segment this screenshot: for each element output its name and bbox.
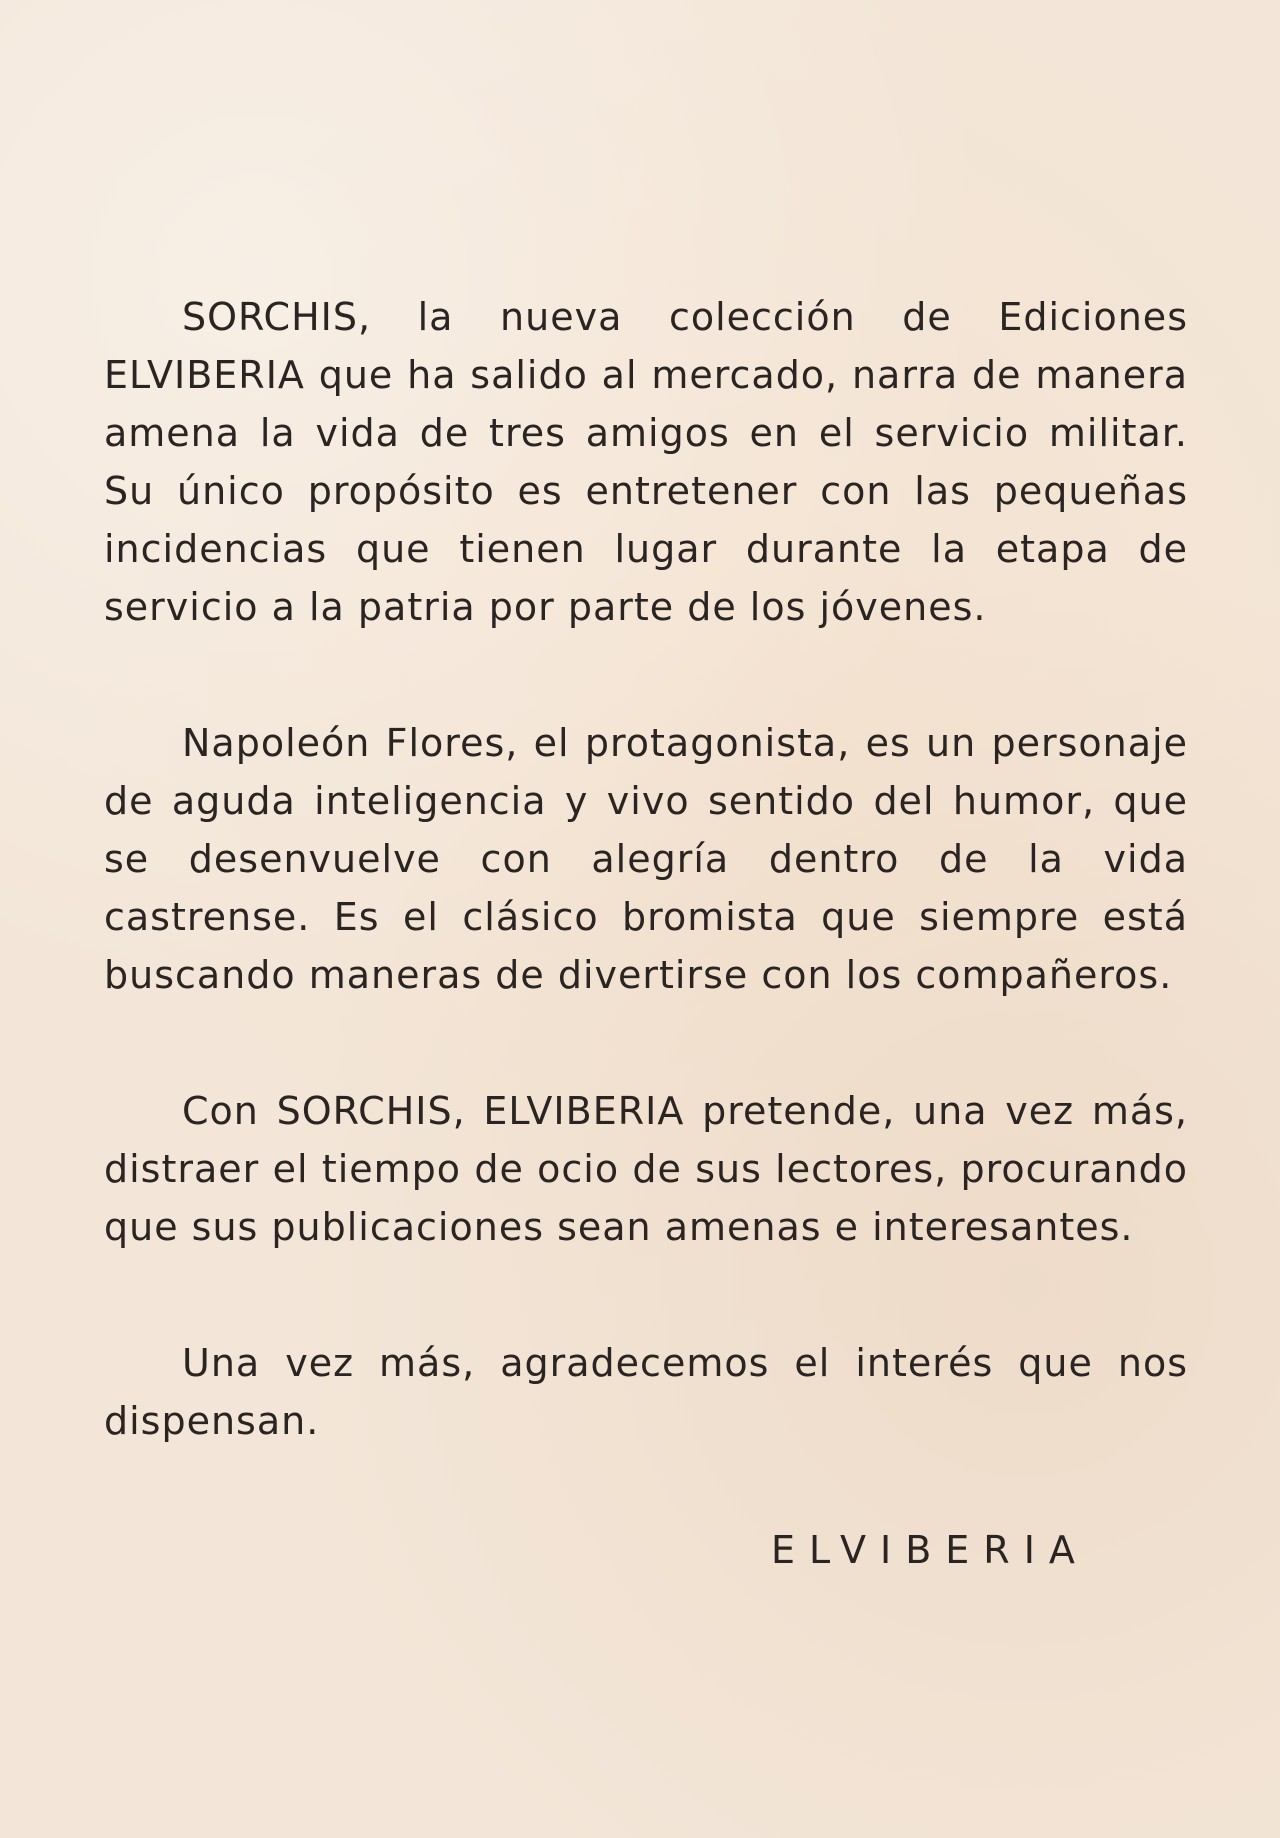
- paragraph-intro: SORCHIS, la nueva colección de Ediciones ELVIBERIA que ha salido al mercado, narra de manera amena la vida de tres amigos en el servicio militar. Su único propósito es entretener con las pequeñas incidencias que tienen lugar durante la etapa de servicio a la patria por parte de los jóvenes.: [104, 295, 1188, 629]
- paragraph-purpose: Con SORCHIS, ELVIBERIA pretende, una vez más, distraer el tiempo de ocio de sus lectores, procurando que sus publicaciones sean amenas e interesantes.: [104, 1089, 1188, 1249]
- paragraph-thanks: Una vez más, agradecemos el interés que nos dispensan.: [104, 1341, 1188, 1443]
- body-text: [104, 288, 1188, 1450]
- paragraph-protagonist: Napoleón Flores, el protagonista, es un personaje de aguda inteligencia y vivo sentido del humor, que se desenvuelve con alegría dentro de la vida castrense. Es el clásico bromista que siempre está buscando maneras de divertirse con los compañeros.: [104, 721, 1188, 997]
- publisher-signature: ELVIBERIA: [771, 1528, 1089, 1572]
